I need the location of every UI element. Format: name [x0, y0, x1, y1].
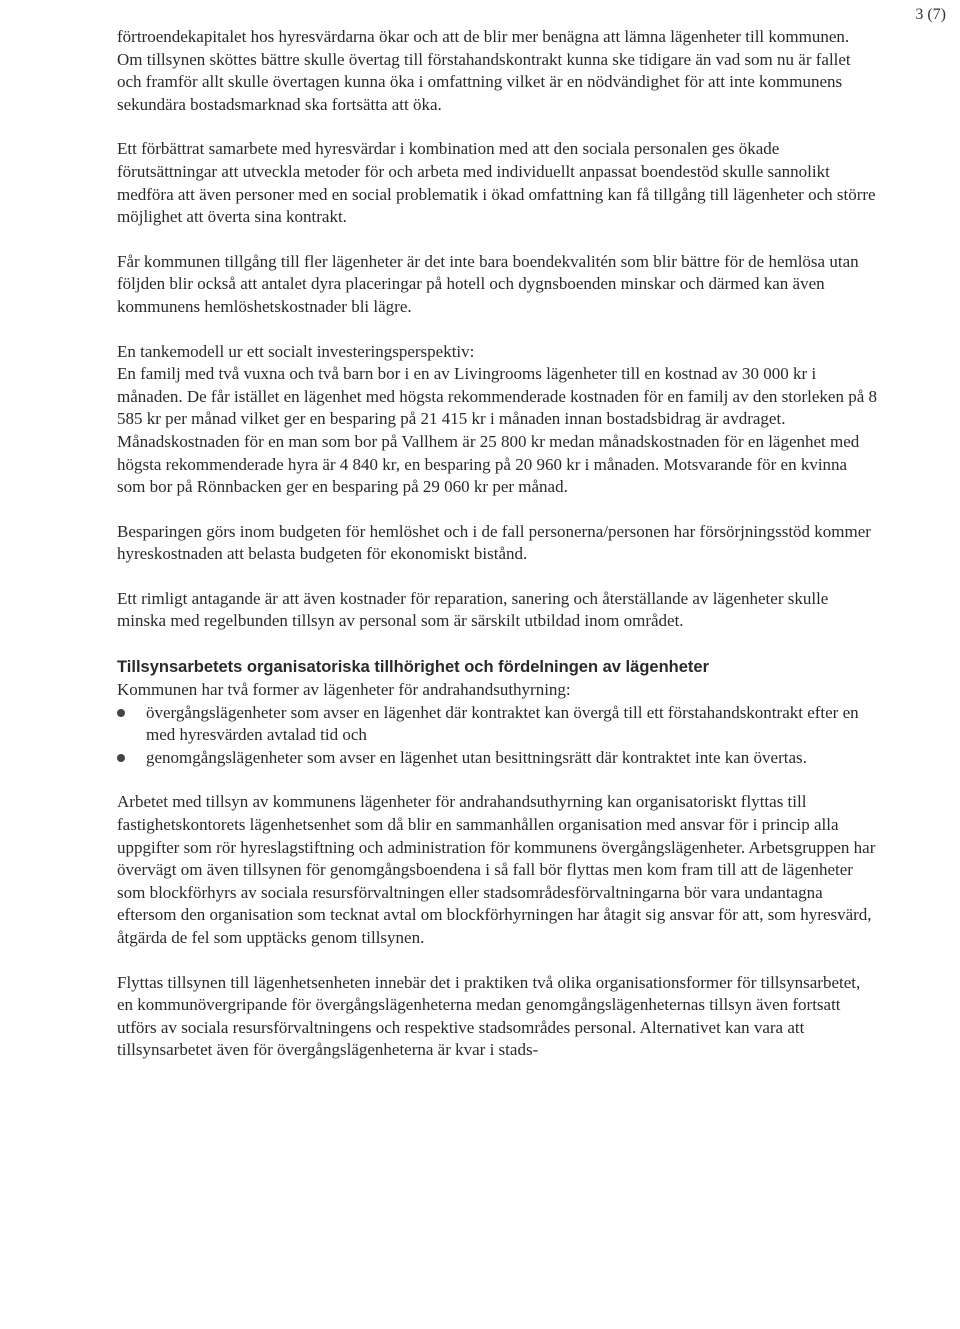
bullet-icon: [117, 709, 125, 717]
paragraph-2: Ett förbättrat samarbete med hyresvärdar i kombination med att den sociala personalen ges ökade förutsättningar att utveckla metoder för och arbeta med individuellt anpassat boendestöd skulle sannolikt medföra att även personer med en social problematik i ökad omfattning kan få tillgång till lägenheter och större möjlighet att överta sina kontrakt.: [117, 139, 876, 227]
section-heading: Tillsynsarbetets organisatoriska tillhörighet och fördelningen av lägenheter: [117, 658, 710, 677]
paragraph-5: Besparingen görs inom budgeten för hemlöshet och i de fall personerna/personen har försörjningsstöd kommer hyreskostnaden att belasta budgeten för ekonomiskt bistånd.: [117, 521, 871, 564]
paragraph-4-intro: En tankemodell ur ett socialt investeringsperspektiv:: [117, 341, 475, 361]
bullet-icon: [117, 754, 125, 762]
paragraph-6: Ett rimligt antagande är att även kostnader för reparation, sanering och återställande av lägenheter skulle minska med regelbunden tillsyn av personal som är särskilt utbildad inom området.: [117, 588, 829, 631]
paragraph-7-intro: Kommunen har två former av lägenheter för andrahandsuthyrning:: [117, 680, 571, 700]
paragraph-9: Flyttas tillsynen till lägenhetsenheten innebär det i praktiken två olika organisationsformer för tillsynsarbetet, en kommunövergripande för övergångslägenheterna medan genomgångslägenheternas tillsyn även fortsatt utförs av sociala resursförvaltningens och respektive stadsområdes personal. Alternativet kan vara att tillsynsarbetet även för övergångslägenheterna är kvar i stads-: [117, 972, 861, 1060]
paragraph-3: Får kommunen tillgång till fler lägenheter är det inte bara boendekvalitén som blir bättre för de hemlösa utan följden blir också att antalet dyra placeringar på hotell och dygnsboenden minskar och därmed kan även kommunens hemlöshetskostnader bli lägre.: [117, 251, 859, 316]
paragraph-8: Arbetet med tillsyn av kommunens lägenheter för andrahandsuthyrning kan organisatoriskt flyttas till fastighetskontorets lägenhetsenhet som då blir en sammanhållen organisation med ansvar för i princip alla uppgifter som rör hyreslagstiftning och administration för kommunens övergångslägenheter. Arbetsgruppen har övervägt om även tillsynen för genomgångsboendena i så fall bör flyttas men kom fram till att de lägenheter som blockförhyrs av sociala resursförvaltningen eller stadsområdesförvaltningarna bör vara undantagna eftersom den organisation som tecknat avtal om blockförhyrningen har åtagit sig ansvar för att, som hyresvärd, åtgärda de fel som upptäcks genom tillsynen.: [117, 792, 876, 947]
paragraph-1: förtroendekapitalet hos hyresvärdarna ökar och att de blir mer benägna att lämna lägenheter till kommunen. Om tillsynen sköttes bättre skulle övertag till förstahandskontrakt kunna ske tidigare än vad som nu är fallet och framför allt skulle övertagen kunna öka i omfattning vilket är en nödvändighet för att inte kommunens sekundära bostadsmarknad ska fortsätta att öka.: [117, 27, 851, 114]
list-item-text: genomgångslägenheter som avser en lägenhet utan besittningsrätt där kontraktet inte kan övertas.: [146, 747, 807, 767]
list-item: [117, 747, 877, 770]
list-item-text: övergångslägenheter som avser en lägenhet där kontraktet kan övergå till ett förstahandskontrakt efter en med hyresvärden avtalad tid och: [146, 702, 859, 745]
paragraph-4-example-individuals: Månadskostnaden för en man som bor på Vallhem är 25 800 kr medan månadskostnaden för en lägenhet med högsta rekommenderade hyra är 4 840 kr, en besparing på 20 960 kr i månaden. Motsvarande för en kvinna som bor på Rönnbacken ger en besparing på 29 060 kr per månad.: [117, 431, 860, 497]
paragraph-4-example-family: En familj med två vuxna och två barn bor i en av Livingrooms lägenheter till en kostnad av 30 000 kr i månaden. De får istället en lägenhet med högsta rekommenderade kostnaden för en familj av den storleken på 8 585 kr per månad vilket ger en besparing på 21 415 kr i månaden innan bostadsbidrag är avdraget.: [117, 364, 877, 429]
apartment-types-list: [117, 702, 877, 770]
list-item: [117, 702, 877, 747]
page-number: 3 (7): [915, 6, 946, 23]
document-body: [117, 26, 877, 1084]
